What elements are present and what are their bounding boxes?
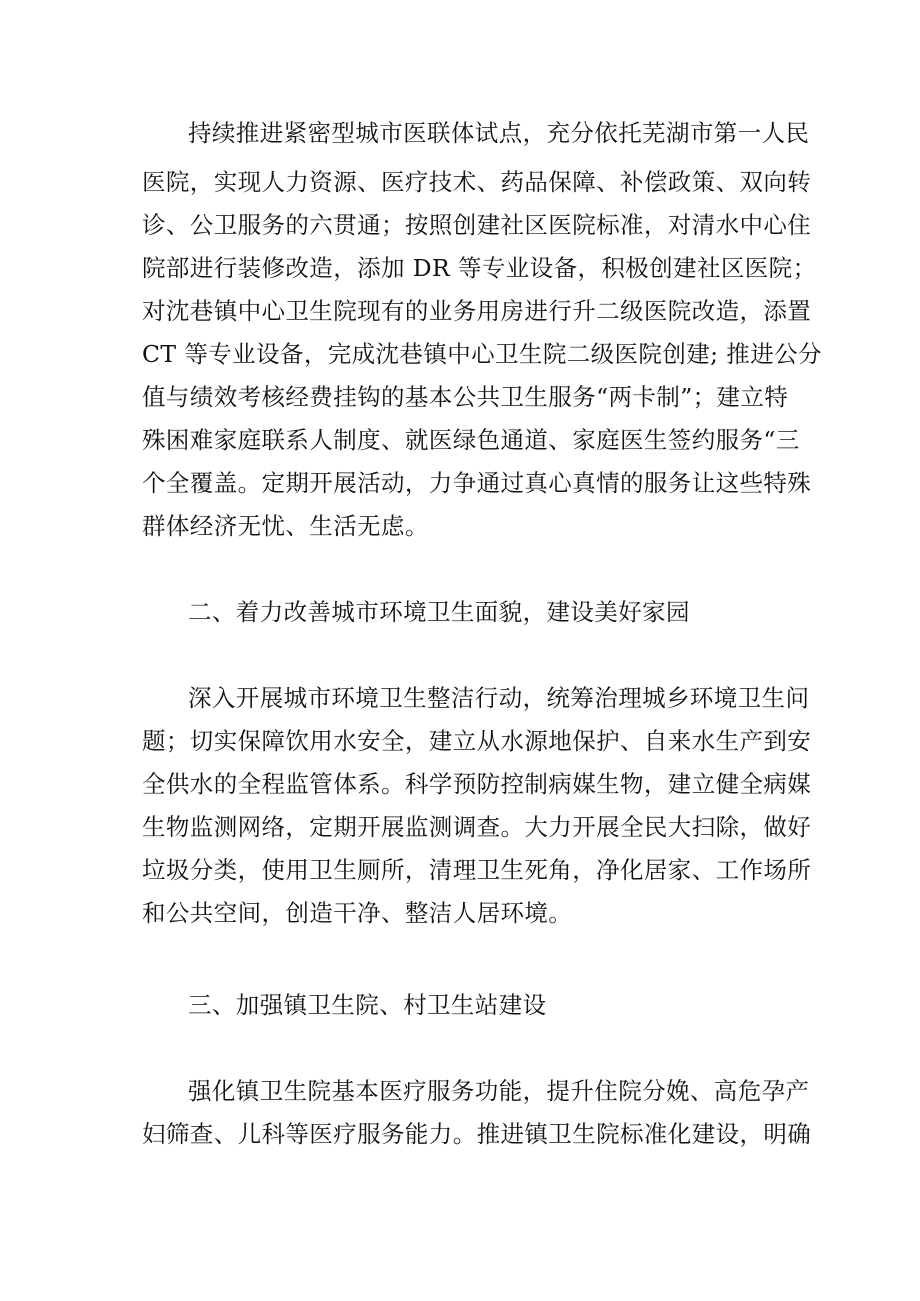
section-heading: 二、着力改善城市环境卫生面貌，建设美好家园 xyxy=(188,598,690,626)
paragraph-line: 全供水的全程监管体系。科学预防控制病媒生物，建立健全病媒 xyxy=(142,770,812,798)
paragraph-line: 妇筛查、儿科等医疗服务能力。推进镇卫生院标准化建设，明确 xyxy=(142,1120,812,1148)
paragraph-line: 垃圾分类，使用卫生厕所，清理卫生死角，净化居家、工作场所 xyxy=(142,856,812,884)
paragraph-line: 深入开展城市环境卫生整洁行动，统筹治理城乡环境卫生问 xyxy=(188,684,810,712)
paragraph-line: 诊、公卫服务的六贯通；按照创建社区医院标准，对清水中心住 xyxy=(142,211,812,239)
paragraph-line: 医院，实现人力资源、医疗技术、药品保障、补偿政策、双向转 xyxy=(142,168,812,196)
section-heading: 三、加强镇卫生院、村卫生站建设 xyxy=(188,991,547,1019)
paragraph-line: 院部进行装修改造，添加 DR 等专业设备，积极创建社区医院； xyxy=(142,254,817,282)
paragraph-line: 对沈巷镇中心卫生院现有的业务用房进行升二级医院改造，添置 xyxy=(142,297,812,325)
paragraph-line: 生物监测网络，定期开展监测调查。大力开展全民大扫除，做好 xyxy=(142,813,812,841)
paragraph-line: 和公共空间，创造干净、整洁人居环境。 xyxy=(142,899,573,927)
paragraph-line: 强化镇卫生院基本医疗服务功能，提升住院分娩、高危孕产 xyxy=(188,1077,810,1105)
paragraph-line: 殊困难家庭联系人制度、就医绿色通道、家庭医生签约服务“三 xyxy=(142,426,800,454)
paragraph-line: 持续推进紧密型城市医联体试点，充分依托芜湖市第一人民 xyxy=(188,119,810,147)
paragraph-line: 群体经济无忧、生活无虑。 xyxy=(142,512,429,540)
paragraph-line: 值与绩效考核经费挂钩的基本公共卫生服务“两卡制”；建立特 xyxy=(142,383,789,411)
paragraph-line: 题；切实保障饮用水安全，建立从水源地保护、自来水生产到安 xyxy=(142,727,812,755)
paragraph-line: 个全覆盖。定期开展活动，力争通过真心真情的服务让这些特殊 xyxy=(142,469,812,497)
paragraph-line: CT 等专业设备，完成沈巷镇中心卫生院二级医院创建; 推进公分 xyxy=(142,340,822,368)
